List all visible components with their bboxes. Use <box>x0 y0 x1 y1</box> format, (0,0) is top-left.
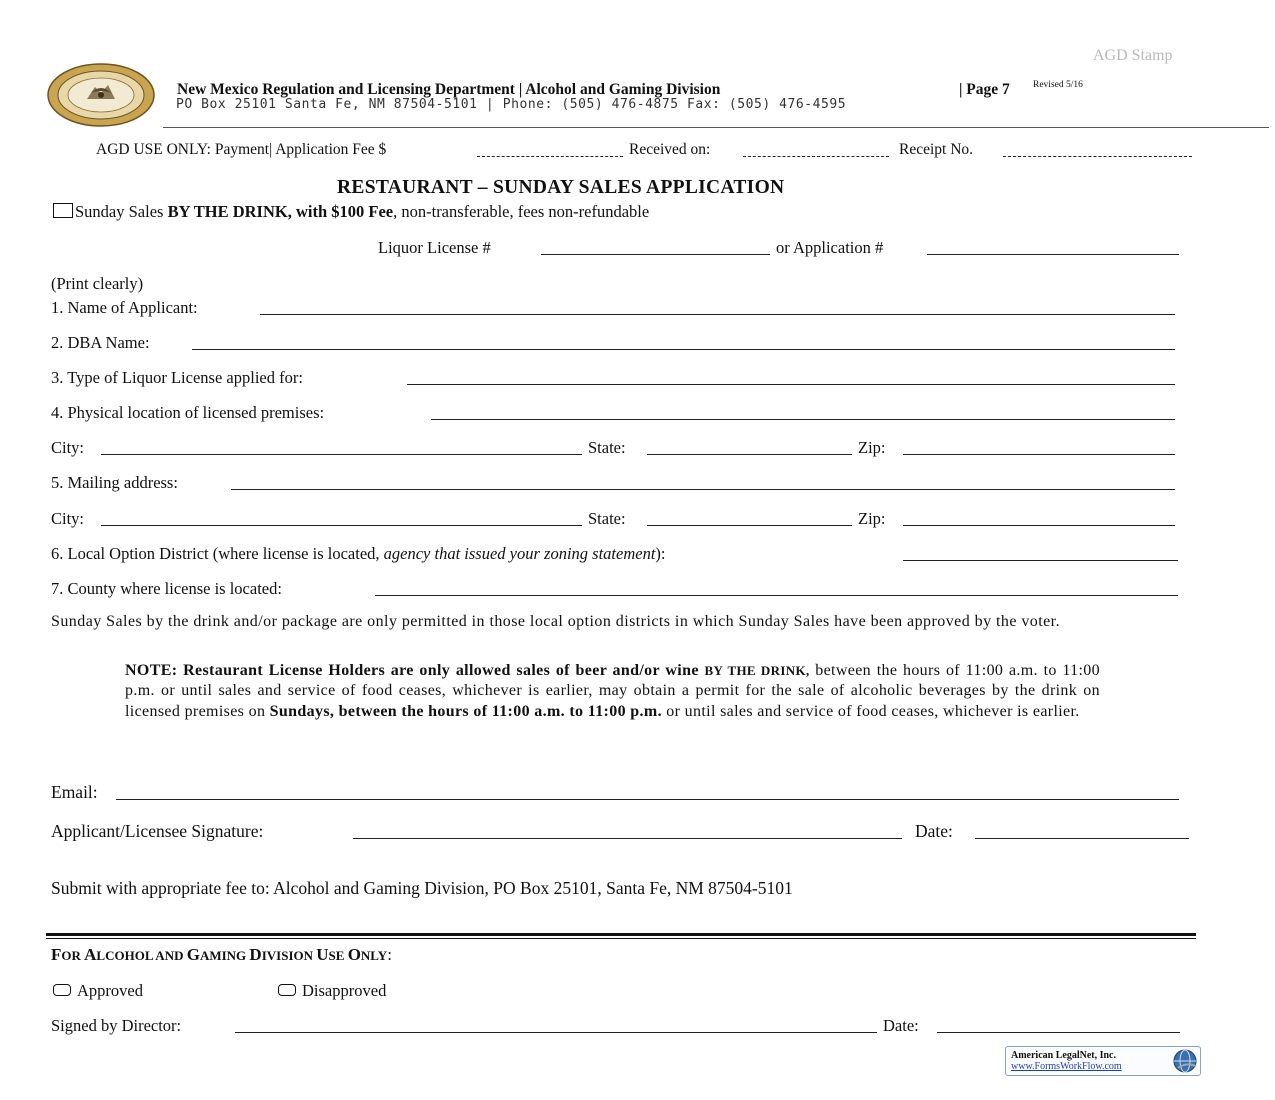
note-bold-1: NOTE: Restaurant License Holders are only allowed sales of beer and/or wine <box>125 662 705 679</box>
director-signature-field[interactable] <box>235 1032 877 1033</box>
page-number: | Page 7 <box>959 81 1010 98</box>
heading-cap-d: D <box>249 945 262 964</box>
disapproved-label: Disapproved <box>302 981 387 1000</box>
division-rule-thin <box>46 938 1196 939</box>
email-label: Email: <box>51 782 98 802</box>
department-header: New Mexico Regulation and Licensing Department | Alcohol and Gaming Division <box>177 81 721 98</box>
legalnet-badge <box>1005 1046 1201 1076</box>
signature-field[interactable] <box>353 838 902 839</box>
zip-field-1[interactable] <box>903 454 1175 455</box>
license-type-field[interactable] <box>407 384 1175 385</box>
city-label-2: City: <box>51 509 85 528</box>
state-label-1: State: <box>588 438 626 457</box>
revised-note: Revised 5/16 <box>1033 80 1083 90</box>
license-type-label: 3. Type of Liquor License applied for: <box>51 368 303 387</box>
department-address: PO Box 25101 Santa Fe, NM 87504-5101 | Phone: (505) 476-4875 Fax: (505) 476-4595 <box>176 97 847 112</box>
print-clearly: (Print clearly) <box>51 274 144 293</box>
received-on-blank[interactable] <box>743 156 889 157</box>
sunday-sales-note: Sunday Sales by the drink and/or package are only permitted in those local option districts in which Sunday Sales have been approved by the voter. <box>51 613 1061 630</box>
physical-location-field[interactable] <box>431 419 1175 420</box>
county-field[interactable] <box>375 595 1178 596</box>
heading-word-or: OR <box>61 948 85 963</box>
liquor-license-label: Liquor License # <box>378 238 491 257</box>
note-bold-2: Sundays, between the hours of 11:00 a.m. to 11:00 p.m. <box>269 702 662 720</box>
legalnet-url[interactable]: www.FormsWorkFlow.com <box>1011 1061 1122 1072</box>
submit-instructions: Submit with appropriate fee to: Alcohol and Gaming Division, PO Box 25101, Santa Fe, NM 87504-5101 <box>51 878 793 898</box>
signature-date-field[interactable] <box>975 838 1189 839</box>
application-number-label: or Application # <box>776 238 884 257</box>
zip-label-1: Zip: <box>858 438 886 457</box>
zip-field-2[interactable] <box>903 525 1175 526</box>
received-on-label: Received on: <box>629 141 711 158</box>
county-label: 7. County where license is located: <box>51 579 282 598</box>
heading-colon: : <box>387 945 392 964</box>
division-rule-thick <box>46 933 1196 936</box>
heading-cap-u: U <box>316 945 329 964</box>
agd-use-prefix: AGD USE ONLY: Payment| Application Fee $ <box>96 141 387 158</box>
application-number-field[interactable] <box>927 254 1179 255</box>
note-smallcaps: BY THE DRINK, <box>704 663 810 678</box>
header-divider <box>163 127 1269 128</box>
division-use-heading <box>51 945 392 965</box>
signature-date-label: Date: <box>915 821 953 841</box>
liquor-license-field[interactable] <box>541 254 770 255</box>
heading-word-alcohol: LCOHOL AND <box>96 948 187 963</box>
district-label-a: 6. Local Option District (where license is located, <box>51 544 384 563</box>
district-label-c: ): <box>655 544 666 563</box>
option-bold: BY THE DRINK, with $100 Fee <box>167 202 394 221</box>
state-field-1[interactable] <box>647 454 852 455</box>
heading-cap-g: G <box>186 945 200 964</box>
city-field-1[interactable] <box>101 454 582 455</box>
agd-stamp-label: AGD Stamp <box>1093 47 1173 64</box>
approved-checkbox[interactable] <box>53 984 71 996</box>
heading-word-use: SE <box>328 948 348 963</box>
note-text-2: or until sales and service of food ceases, whichever is earlier. <box>661 702 1080 720</box>
local-option-district-field[interactable] <box>903 560 1178 561</box>
physical-location-label: 4. Physical location of licensed premises: <box>51 403 325 422</box>
note-text-1: between the hours of 11:00 a.m. to 11:00 p.m. or until sales and service of food ceases, whichever is earlier, may obtain a permit for the sale of alcoholic beverages by the drink on licensed premises on <box>125 662 1101 720</box>
restaurant-note <box>125 661 1100 722</box>
option-tail: , non-transferable, fees non-refundable <box>393 202 650 221</box>
disapproved-checkbox[interactable] <box>278 984 296 996</box>
district-label-italic: agency that issued your zoning statement <box>383 544 656 563</box>
disapproved-option <box>278 981 386 1001</box>
city-field-2[interactable] <box>101 525 582 526</box>
sunday-sales-option <box>53 202 649 222</box>
state-seal-icon <box>47 63 155 127</box>
local-option-district-label <box>51 544 666 564</box>
approved-option <box>53 981 143 1001</box>
legalnet-company: American LegalNet, Inc. <box>1011 1050 1116 1061</box>
applicant-name-label: 1. Name of Applicant: <box>51 298 198 317</box>
receipt-no-blank[interactable] <box>1003 156 1192 157</box>
dba-name-label: 2. DBA Name: <box>51 333 150 352</box>
applicant-name-field[interactable] <box>260 314 1175 315</box>
director-date-field[interactable] <box>937 1032 1180 1033</box>
heading-cap-o: O <box>347 945 361 964</box>
state-label-2: State: <box>588 509 626 528</box>
state-field-2[interactable] <box>647 525 852 526</box>
heading-word-division: IVISION <box>261 948 317 963</box>
form-title: RESTAURANT – SUNDAY SALES APPLICATION <box>337 177 785 198</box>
signed-by-director-label: Signed by Director: <box>51 1016 182 1035</box>
agd-use-fee <box>96 141 386 159</box>
fee-blank[interactable] <box>477 156 623 157</box>
director-date-label: Date: <box>883 1016 919 1035</box>
receipt-no-label: Receipt No. <box>899 141 974 158</box>
heading-word-only: NLY <box>360 948 388 963</box>
email-field[interactable] <box>116 799 1179 800</box>
globe-icon <box>1172 1048 1198 1074</box>
dba-name-field[interactable] <box>192 349 1175 350</box>
approved-label: Approved <box>77 981 143 1000</box>
mailing-address-field[interactable] <box>231 489 1175 490</box>
option-lead: Sunday Sales <box>75 202 168 221</box>
mailing-address-label: 5. Mailing address: <box>51 473 178 492</box>
zip-label-2: Zip: <box>858 509 886 528</box>
signature-label: Applicant/Licensee Signature: <box>51 821 264 841</box>
heading-word-gaming: AMING <box>199 948 250 963</box>
heading-cap-a: A <box>84 945 97 964</box>
sunday-sales-checkbox[interactable] <box>53 203 73 218</box>
heading-cap-f: F <box>51 945 62 964</box>
city-label-1: City: <box>51 438 85 457</box>
